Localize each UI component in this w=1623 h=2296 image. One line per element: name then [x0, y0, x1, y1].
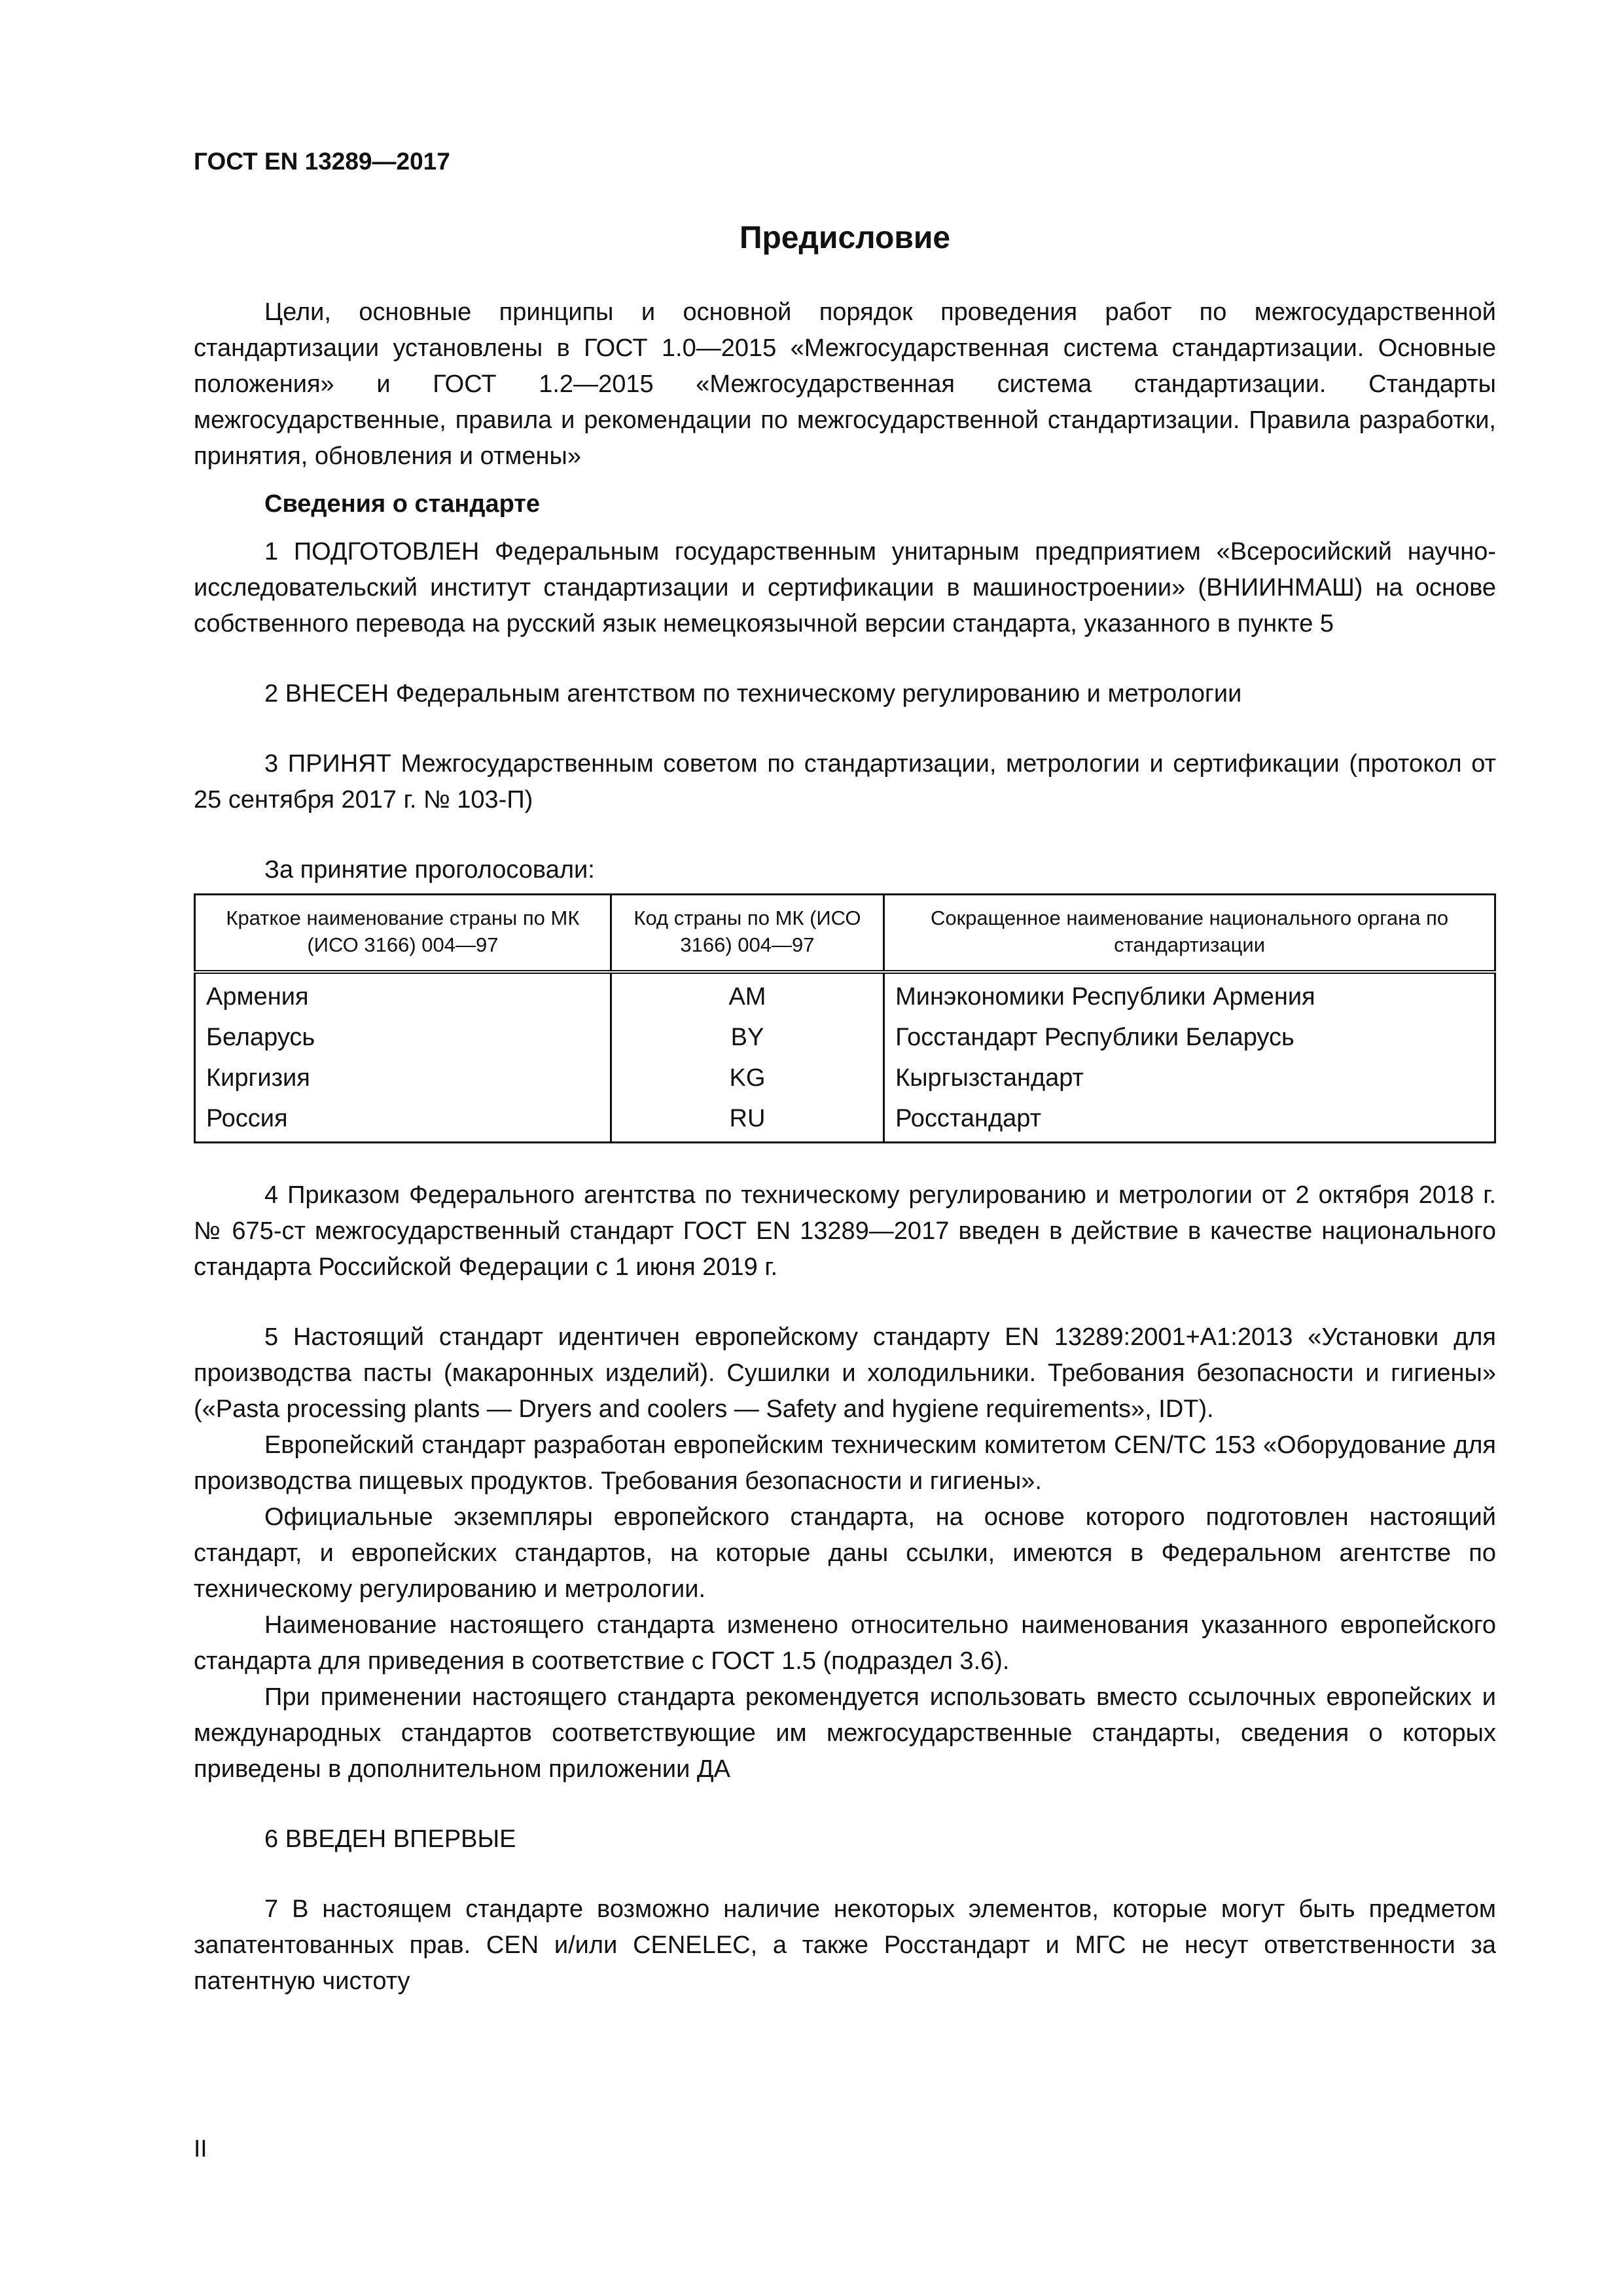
item-5-official-copies-paragraph: Официальные экземпляры европейского стандарта, на основе которого подготовлен настоящий стандарт, и европейских стандартов, на которые даны ссылки, имеются в Федеральном агентстве по техническому регулированию и метрологии. — [194, 1503, 1496, 1603]
header-code: Код страны по МК (ИСО 3166) 004—97 — [611, 895, 883, 973]
item-4-paragraph: 4 Приказом Федерального агентства по техническому регулированию и метрологии от 2 октября 2018 г. № 675-ст межгосударственный стандарт ГОСТ EN 13289—2017 введен в действие в качестве национального стандарта Российской Федерации с 1 июня 2019 г. — [194, 1181, 1496, 1281]
code-cell: KG — [611, 1058, 883, 1098]
country-cell: Россия — [195, 1098, 611, 1143]
table-header-row — [195, 895, 1495, 973]
table-row — [195, 1098, 1495, 1143]
page-title: Предисловие — [739, 221, 951, 255]
country-cell: Беларусь — [195, 1017, 611, 1058]
body-cell: Госстандарт Республики Беларусь — [884, 1017, 1495, 1058]
country-cell: Киргизия — [195, 1058, 611, 1098]
header-country: Краткое наименование страны по МК (ИСО 3166) 004—97 — [195, 895, 611, 973]
foreword-body — [194, 295, 1496, 2000]
item-3-paragraph: 3 ПРИНЯТ Межгосударственным советом по стандартизации, метрологии и сертификации (протокол от 25 сентября 2017 г. № 103-П) — [194, 750, 1496, 814]
item-5-cen-paragraph: Европейский стандарт разработан европейским техническим комитетом CEN/TC 153 «Оборудование для производства пищевых продуктов. Требования безопасности и гигиены». — [194, 1431, 1496, 1495]
page-number: II — [194, 2135, 207, 2162]
item-5-paragraph: 5 Настоящий стандарт идентичен европейскому стандарту EN 13289:2001+A1:2013 «Установки для производства пасты (макаронных изделий). Сушилки и холодильники. Требования безопасности и гигиены» («Pasta processing plants — Dryers and coolers — Safety and hygiene requirements», IDT). — [194, 1323, 1496, 1423]
table-row — [195, 972, 1495, 1017]
item-1-paragraph: 1 ПОДГОТОВЛЕН Федеральным государственным унитарным предприятием «Всеросийский научно-исследовательский институт стандартизации и сертификации в машиностроении» (ВНИИНМАШ) на основе собственного перевода на русский язык немецкоязычной версии стандарта, указанного в пункте 5 — [194, 538, 1496, 637]
body-cell: Росстандарт — [884, 1098, 1495, 1143]
item-5-references-paragraph: При применении настоящего стандарта рекомендуется использовать вместо ссылочных европейских и международных стандартов соответствующие им межгосударственные стандарты, сведения о которых приведены в дополнительном приложении ДА — [194, 1683, 1496, 1783]
voting-table — [194, 893, 1496, 1143]
table-row — [195, 1017, 1495, 1058]
code-cell: RU — [611, 1098, 883, 1143]
item-5-title-change-paragraph: Наименование настоящего стандарта изменено относительно наименования указанного европейского стандарта для приведения в соответствие с ГОСТ 1.5 (подраздел 3.6). — [194, 1611, 1496, 1675]
header-body: Сокращенное наименование национального органа по стандартизации — [884, 895, 1495, 973]
item-7-paragraph: 7 В настоящем стандарте возможно наличие некоторых элементов, которые могут быть предметом запатентованных прав. CEN и/или CENELEC, а также Росстандарт и МГС не несут ответственности за патентную чистоту — [194, 1895, 1496, 1995]
code-cell: BY — [611, 1017, 883, 1058]
body-cell: Кыргызстандарт — [884, 1058, 1495, 1098]
vote-intro: За принятие проголосовали: — [264, 856, 595, 884]
code-cell: AM — [611, 972, 883, 1017]
document-header: ГОСТ EN 13289—2017 — [194, 148, 450, 175]
item-2-paragraph: 2 ВНЕСЕН Федеральным агентством по техническому регулированию и метрологии — [264, 680, 1242, 708]
country-cell: Армения — [195, 972, 611, 1017]
info-heading: Сведения о стандарте — [264, 490, 541, 518]
body-cell: Минэкономики Республики Армения — [884, 972, 1495, 1017]
intro-paragraph: Цели, основные принципы и основной порядок проведения работ по межгосударственной стандартизации установлены в ГОСТ 1.0—2015 «Межгосударственная система стандартизации. Основные положения» и ГОСТ 1.2—2015 «Межгосударственная система стандартизации. Стандарты межгосударственные, правила и рекомендации по межгосударственной стандартизации. Правила разработки, принятия, обновления и отмены» — [194, 298, 1496, 470]
item-6-paragraph: 6 ВВЕДЕН ВПЕРВЫЕ — [264, 1825, 516, 1853]
table-row — [195, 1058, 1495, 1098]
